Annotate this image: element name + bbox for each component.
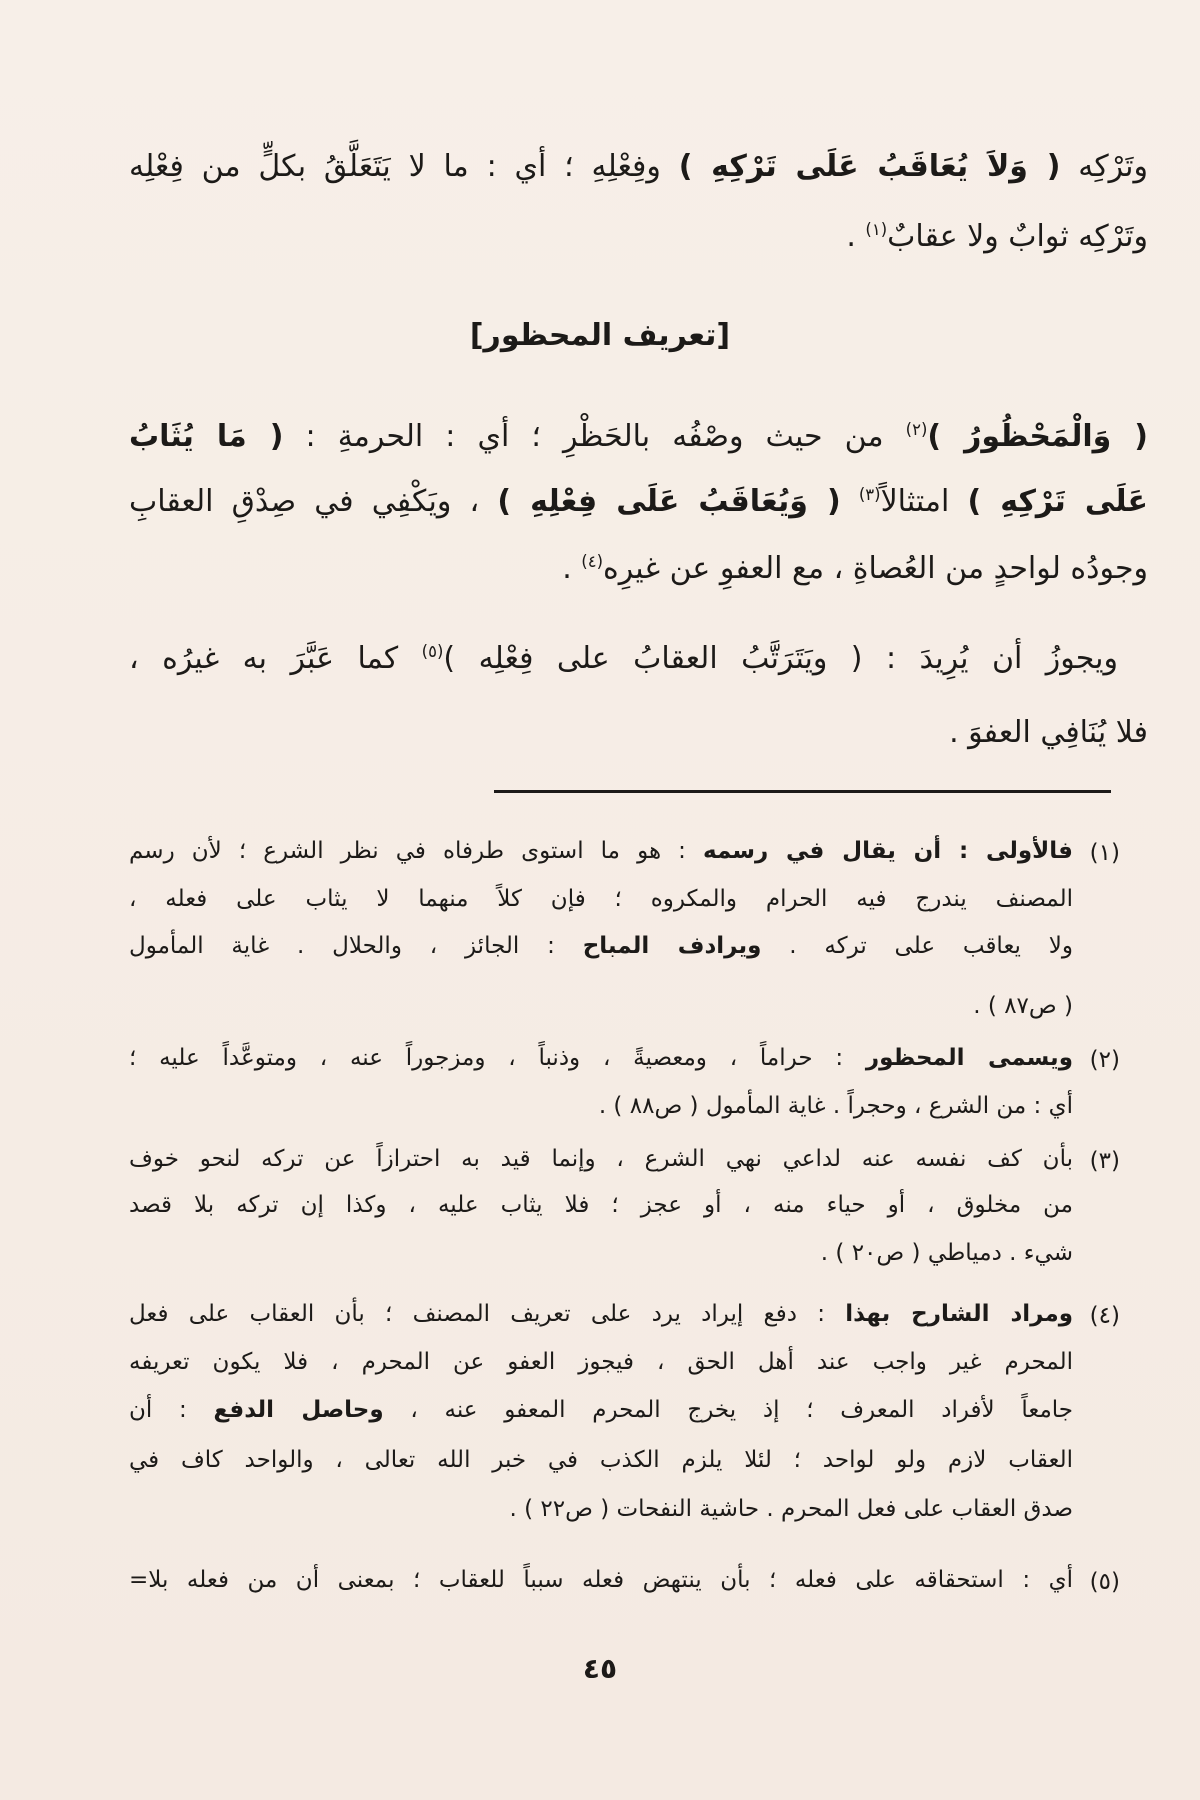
footnote-reference: (٤) xyxy=(581,552,604,571)
text-segment: جامعاً لأفراد المعرف ؛ إذ يخرج المحرم المعفو عنه ، xyxy=(383,1397,1074,1423)
footnote-line xyxy=(129,935,1073,965)
footnote-number: (٢) xyxy=(1089,1047,1120,1073)
footnote-number: (١) xyxy=(1089,840,1120,866)
text-line xyxy=(129,641,1118,684)
text-segment: : الجائز ، والحلال . غاية المأمول xyxy=(129,933,583,959)
text-segment: شيء . دمياطي ( ص٢٠ ) . xyxy=(820,1240,1073,1266)
bold-text: ( وَلاَ يُعَاقَبُ عَلَى تَرْكِهِ ) xyxy=(678,149,1061,184)
bold-text: ( وَيُعَاقَبُ عَلَى فِعْلِهِ ) xyxy=(497,484,841,519)
text-segment: أي : من الشرع ، وحجراً . غاية المأمول ( ص٨٨ ) . xyxy=(598,1093,1073,1119)
text-segment: وتَرْكِه xyxy=(1060,149,1149,184)
text-segment: كما عَبَّرَ به غيرُه ، xyxy=(129,641,422,676)
footnote-line xyxy=(129,1148,1073,1178)
text-segment: العقاب لازم ولو لواحد ؛ لئلا يلزم الكذب في خبر الله تعالى ، والواحد كاف في xyxy=(129,1447,1073,1473)
text-segment: : دفع إيراد يرد على تعريف المصنف ؛ بأن العقاب على فعل xyxy=(129,1301,846,1327)
bold-text: ويسمى المحظور xyxy=(865,1045,1073,1071)
footnote-line xyxy=(129,1351,1073,1381)
text-line xyxy=(129,715,1148,758)
text-line xyxy=(129,219,1148,262)
footnote-line xyxy=(129,1303,1073,1333)
footnote-line xyxy=(129,1399,1073,1429)
footnote-line xyxy=(129,1194,1073,1224)
text-segment: : هو ما استوى طرفاه في نظر الشرع ؛ لأن رسم xyxy=(129,838,703,864)
text-segment: المصنف يندرج فيه الحرام والمكروه ؛ فإن كلاً منهما لا يثاب على فعله ، xyxy=(129,886,1073,912)
text-segment: فلا يُنَافِي العفوَ . xyxy=(949,715,1148,750)
text-segment: بأن كف نفسه عنه لداعي نهي الشرع ، وإنما قيد به احترازاً عن تركه لنحو خوف xyxy=(129,1146,1073,1172)
text-segment: وجودُه لواحدٍ من العُصاةِ ، مع العفوِ عن غيرِه xyxy=(603,551,1148,586)
footnote-number: (٤) xyxy=(1089,1303,1120,1329)
text-segment: . xyxy=(562,551,582,586)
text-line xyxy=(129,484,1148,527)
footnote-reference: (٢) xyxy=(905,420,928,439)
footnote-reference: (٥) xyxy=(421,642,444,661)
footnote-line xyxy=(129,1242,1073,1272)
footnote-line xyxy=(129,840,1073,870)
text-segment xyxy=(841,484,859,519)
text-segment: ، ويَكْفِي في صِدْقِ العقابِ xyxy=(129,484,498,519)
footnote-line xyxy=(129,1449,1073,1479)
footnote-line xyxy=(129,1095,1073,1125)
footnote-line xyxy=(129,1047,1073,1077)
text-segment: ويجوزُ أن يُرِيدَ : ( ويَتَرَتَّبُ العقابُ على فِعْلِه ) xyxy=(443,641,1118,676)
page-number: ٤٥ xyxy=(582,1652,618,1685)
bold-text: وحاصل الدفع xyxy=(213,1397,384,1423)
bold-text: عَلَى تَرْكِهِ ) xyxy=(967,484,1148,519)
text-line xyxy=(129,551,1148,594)
text-segment: من حيث وصْفُه بالحَظْرِ ؛ أي : الحرمةِ : xyxy=(283,419,906,454)
footnote-reference: (١) xyxy=(865,220,888,239)
footnote-line xyxy=(129,995,1073,1025)
bold-text: ويرادف المباح xyxy=(582,933,762,959)
text-segment: من مخلوق ، أو حياء منه ، أو عجز ؛ فلا يثاب عليه ، وكذا إن تركه بلا قصد xyxy=(129,1192,1073,1218)
footnote-number: (٥) xyxy=(1089,1569,1120,1595)
footnote-line xyxy=(129,1569,1073,1599)
bold-text: ( مَا يُثَابُ xyxy=(129,419,284,454)
footnote-line xyxy=(129,888,1073,918)
text-segment: امتثالاً xyxy=(880,484,968,519)
bold-text: ومراد الشارح بهذا xyxy=(845,1301,1073,1327)
footnote-reference: (٣) xyxy=(858,485,881,504)
footnote-line xyxy=(129,1498,1073,1528)
text-segment: وتَرْكِه ثوابٌ ولا عقابٌ xyxy=(887,219,1148,254)
footnote-number: (٣) xyxy=(1089,1148,1120,1174)
bold-text: ( وَالْمَحْظُورُ ) xyxy=(927,419,1148,454)
bold-text: فالأولى : أن يقال في رسمه xyxy=(703,838,1073,864)
text-segment: صدق العقاب على فعل المحرم . حاشية النفحات ( ص٢٢ ) . xyxy=(509,1496,1073,1522)
text-segment: المحرم غير واجب عند أهل الحق ، فيجوز العفو عن المحرم ، فلا يكون تعريفه xyxy=(129,1349,1073,1375)
text-segment: : حراماً ، ومعصيةً ، وذنباً ، ومزجوراً عنه ، ومتوعَّداً عليه ؛ xyxy=(129,1045,866,1071)
text-segment: : أن xyxy=(129,1397,214,1423)
footnote-separator xyxy=(494,790,1111,793)
text-segment: أي : استحقاقه على فعله ؛ بأن ينتهض فعله سبباً للعقاب ؛ بمعنى أن من فعله بلا= xyxy=(129,1567,1073,1593)
text-segment: وفِعْلِهِ ؛ أي : ما لا يَتَعَلَّقُ بكلٍّ من فِعْلِه xyxy=(129,149,679,184)
text-line xyxy=(129,419,1148,462)
text-line xyxy=(129,149,1149,192)
section-heading: [تعريف المحظور] xyxy=(469,318,731,353)
text-segment: ولا يعاقب على تركه . xyxy=(761,933,1073,959)
text-segment: . xyxy=(846,219,866,254)
text-segment: ( ص٨٧ ) . xyxy=(973,993,1073,1019)
